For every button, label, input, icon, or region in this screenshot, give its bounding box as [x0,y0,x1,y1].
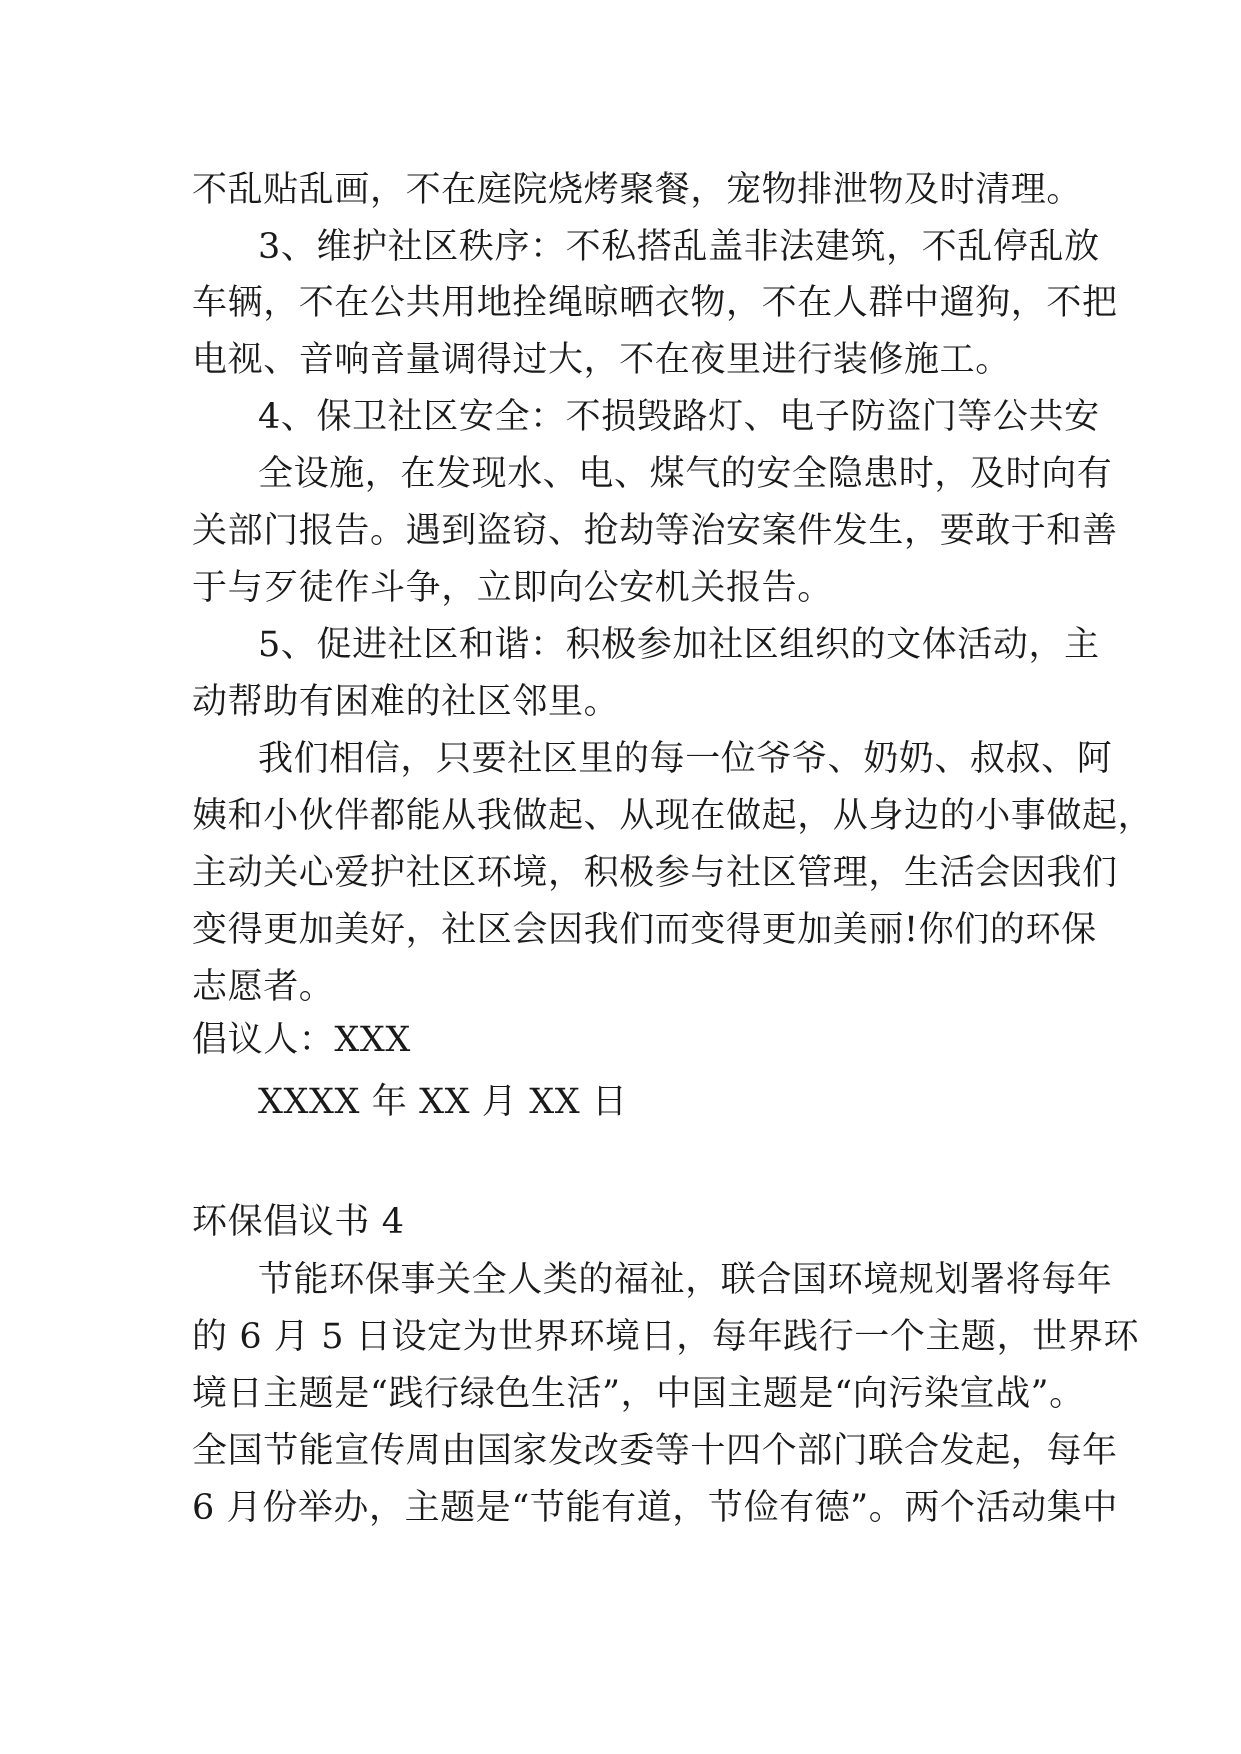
text-line: 于与歹徒作斗争，立即向公安机关报告。 [192,568,833,608]
text-line: 4、保卫社区安全：不损毁路灯、电子防盗门等公共安 [258,397,1100,437]
text-line: 3、维护社区秩序：不私搭乱盖非法建筑，不乱停乱放 [258,227,1100,267]
text-line: 车辆，不在公共用地拴绳晾晒衣物，不在人群中遛狗，不把 [192,283,1118,323]
text-line: 动帮助有困难的社区邻里。 [192,682,620,722]
text-line: 节能环保事关全人类的福祉，联合国环境规划署将每年 [258,1260,1113,1300]
text-line: 我们相信，只要社区里的每一位爷爷、奶奶、叔叔、阿 [258,739,1113,779]
text-line: 不乱贴乱画，不在庭院烧烤聚餐，宠物排泄物及时清理。 [192,170,1083,210]
text-line: 6 月份举办，主题是“节能有道，节俭有德”。两个活动集中 [192,1488,1118,1528]
text-line: 姨和小伙伴都能从我做起、从现在做起，从身边的小事做起， [192,796,1154,836]
text-line: 全设施，在发现水、电、煤气的安全隐患时，及时向有 [258,454,1113,494]
text-line: 的 6 月 5 日设定为世界环境日，每年践行一个主题，世界环 [192,1317,1140,1357]
text-line: 5、促进社区和谐：积极参加社区组织的文体活动，主 [258,625,1100,665]
signature-line: 倡议人：XXX [192,1020,411,1060]
text-line: 境日主题是“践行绿色生活”，中国主题是“向污染宣战”。 [192,1374,1085,1414]
text-line: 全国节能宣传周由国家发改委等十四个部门联合发起，每年 [192,1431,1118,1471]
text-line: 变得更加美好，社区会因我们而变得更加美丽!你们的环保 [192,910,1097,950]
date-line: XXXX 年 XX 月 XX 日 [258,1082,628,1122]
text-line: 志愿者。 [192,967,335,1007]
text-line: 关部门报告。遇到盗窃、抢劫等治安案件发生，要敢于和善 [192,511,1118,551]
section-heading: 环保倡议书 4 [192,1202,405,1242]
text-line: 电视、音响音量调得过大，不在夜里进行装修施工。 [192,340,1011,380]
text-line: 主动关心爱护社区环境，积极参与社区管理，生活会因我们 [192,853,1118,893]
